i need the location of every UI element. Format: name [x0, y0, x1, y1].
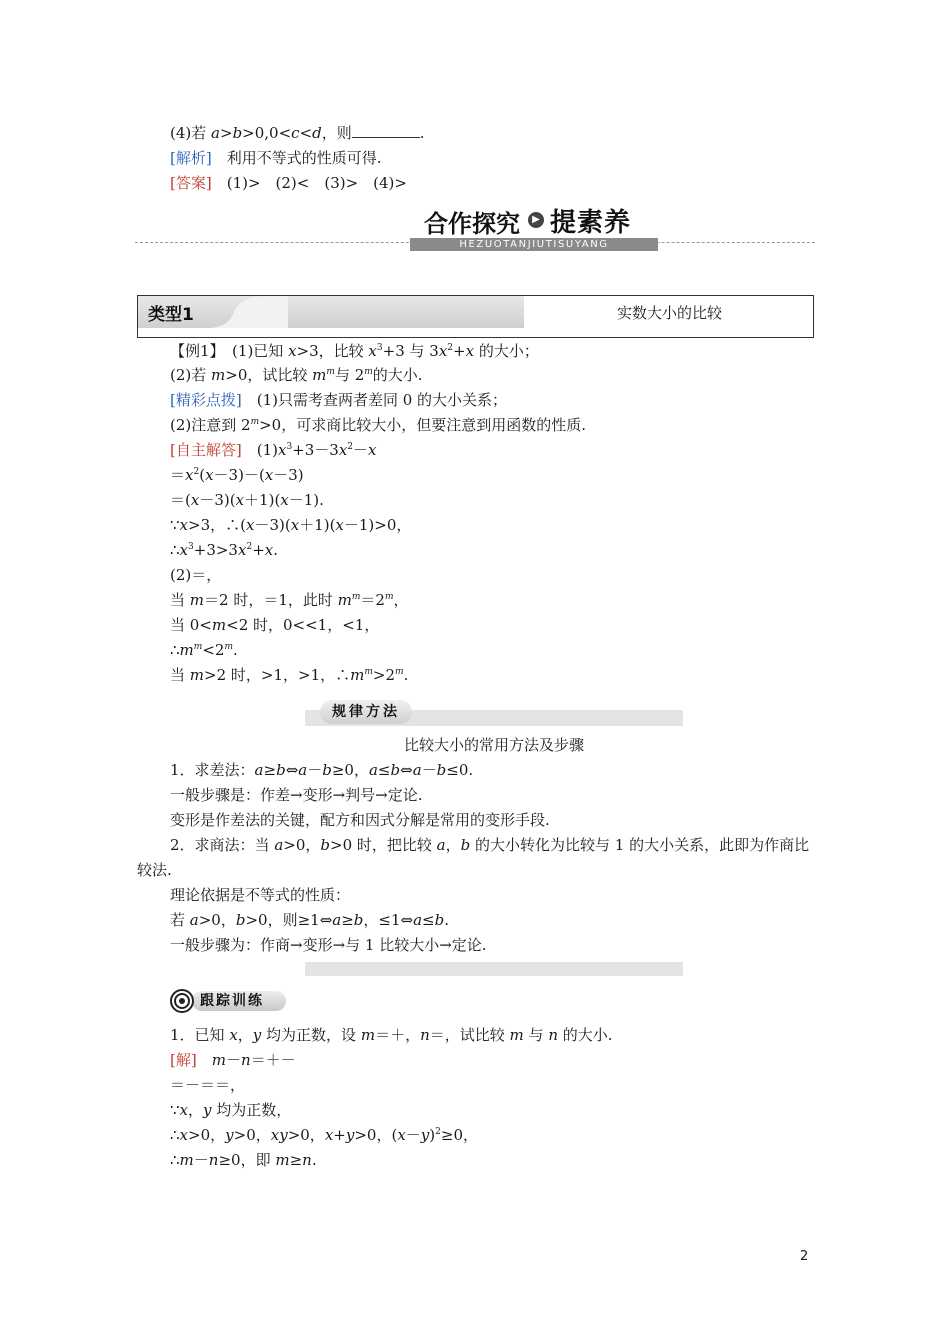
tracking-line-1: 1．已知 x，y 均为正数，设 m＝＋，n＝，试比较 m 与 n 的大小.: [170, 1026, 613, 1044]
method-line-4: 2．求商法：当 a>0，b>0 时，把比较 a，b 的大小转化为比较与 1 的大小关系，此即为作商比: [170, 836, 810, 854]
example-1-line-2: (2)若 m>0，试比较 $m^m$与 2$^m$的大小.: [170, 366, 423, 384]
solution-line-2: $=x^2(x-3)-(x-3)$: [170, 466, 304, 484]
target-icon: [170, 989, 194, 1013]
solution-line-10: 当 m>2 时，>1，>1，$\therefore m^m>2^m$.: [170, 666, 409, 684]
solution-line-6: (2)＝，: [170, 566, 222, 584]
method-footer-bar: [305, 962, 683, 976]
method-line-8: 一般步骤为：作商→变形→与 1 比较大小→定论.: [170, 936, 487, 954]
method-pill: 规律方法: [320, 700, 412, 724]
page-number: 2: [800, 1249, 809, 1264]
answer-line: [答案] (1)> (2)< (3)> (4)>: [170, 174, 407, 192]
solution-tag-2: [解]: [170, 1051, 197, 1069]
method-line-3: 变形是作差法的关键，配方和因式分解是常用的变形手段.: [170, 811, 550, 829]
tab-wave-icon: [208, 296, 288, 328]
type-1-tab: [138, 296, 524, 328]
banner-subtitle: HEZUOTANJIUTISUYANG: [410, 238, 658, 251]
solution-line-4: ∵x>3，∴(x－3)(x＋1)(x－1)>0，: [170, 516, 412, 534]
method-line-5: 较法.: [137, 861, 172, 879]
solution-line-5: $\therefore x^3+3>3x^2+x$.: [170, 541, 279, 559]
method-line-6: 理论依据是不等式的性质：: [170, 886, 351, 904]
solution-line-9: $\therefore m^m<2^m$.: [170, 641, 238, 659]
hint-line-2: (2)注意到 $2^m>0$，可求商比较大小，但要注意到用函数的性质.: [170, 416, 586, 434]
banner-title: 合作探究 ▶ 提素养: [424, 208, 632, 238]
hint-tag: [精彩点拨]: [170, 391, 242, 409]
solution-tag: [自主解答]: [170, 441, 242, 459]
analysis-tag: [解析]: [170, 149, 212, 167]
question-4: (4)若 a>b>0,0<c<d，则 .: [170, 124, 425, 142]
solution-line-1: [自主解答] $(1)x^3+3-3x^2-x$: [170, 441, 377, 459]
analysis-line: [解析] 利用不等式的性质可得.: [170, 149, 382, 167]
method-line-7: 若 a>0，b>0，则≥1⇔a≥b，≤1⇔a≤b.: [170, 911, 450, 929]
tracking-line-3: ＝－＝＝，: [170, 1076, 246, 1094]
arrow-circle-icon: ▶: [528, 212, 544, 228]
type-1-box: [137, 295, 814, 338]
tracking-line-4: ∵x，y 均为正数，: [170, 1101, 292, 1119]
type-1-label: 类型1: [148, 305, 194, 325]
method-title: 比较大小的常用方法及步骤: [403, 736, 584, 754]
solution-line-3: ＝(x－3)(x＋1)(x－1).: [170, 491, 324, 509]
solution-line-7: 当 m＝2 时，＝1，此时 $m^m=2^m$，: [170, 591, 409, 609]
method-line-2: 一般步骤是：作差→变形→判号→定论.: [170, 786, 423, 804]
tracking-label: 跟踪训练: [200, 993, 264, 1009]
method-line-1: 1．求差法：a≥b⇔a－b≥0，a≤b⇔a－b≤0.: [170, 761, 474, 779]
tracking-line-6: ∴m－n≥0，即 m≥n.: [170, 1151, 317, 1169]
answer-tag: [答案]: [170, 174, 212, 192]
hint-line-1: [精彩点拨] (1)只需考查两者差同 0 的大小关系；: [170, 391, 508, 409]
example-1-line-1: 【例1】 (1)已知 x>3，比较 $x^3+3$ 与 $3x^2+x$ 的大小；: [170, 342, 539, 360]
tracking-line-2: [解] m－n＝＋－: [170, 1051, 296, 1069]
type-1-title: 实数大小的比较: [616, 304, 722, 322]
tracking-line-5: ∴x>0，y>0，xy>0，x+y>0，$(x-y)^2\ge 0$，: [170, 1126, 478, 1144]
tracking-header: [170, 989, 286, 1013]
solution-line-8: 当 0<m<2 时，0<<1，<1，: [170, 616, 380, 634]
answer-blank: [352, 123, 420, 138]
